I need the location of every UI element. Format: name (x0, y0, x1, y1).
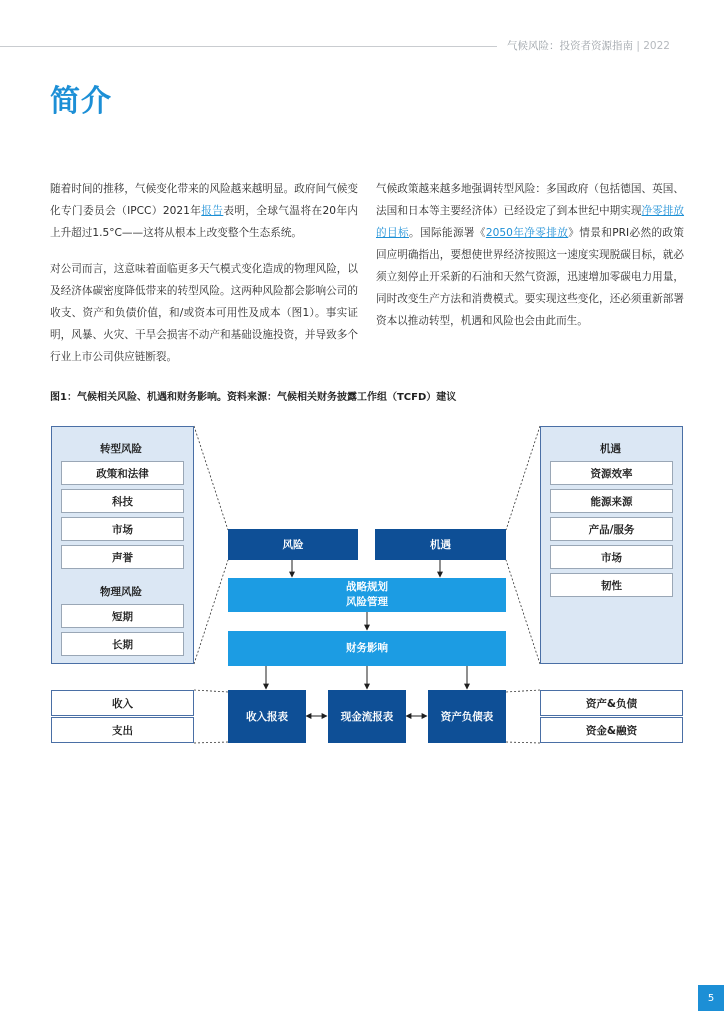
risk-item: 市场 (61, 517, 184, 541)
strategy-box: 战略规划 风险管理 (228, 578, 506, 612)
opportunity-item: 韧性 (550, 573, 673, 597)
financial-impact-box: 财务影响 (228, 631, 506, 666)
income-item: 收入 (51, 690, 194, 716)
balance-sheet-box: 资产负债表 (428, 690, 506, 743)
risk-item: 声誉 (61, 545, 184, 569)
opportunity-item: 能源来源 (550, 489, 673, 513)
risk-item: 短期 (61, 604, 184, 628)
opportunity-item: 资源效率 (550, 461, 673, 485)
left-paragraph-2: 对公司而言，这意味着面临更多天气模式变化造成的物理风险，以及经济体碳密度降低带来的转型风险。这两种风险都会影响公司的收支、资产和负债价值，和/或资本可用性及成本（图1）。事实证明，风暴、火灾、干旱会损害不动产和基础设施投资，并导致多个行业上市公司供应链断裂。 (50, 263, 358, 363)
right-paragraph-1: 气候政策越来越多地强调转型风险：多国政府（包括德国、英国、法国和日本等主要经济体）已经设定了到本世纪中期实现净零排放的目标。国际能源署《2050年净零排放》情景和PRI必然的政策回应明确指出，要想使世界经济按照这一速度实现脱碳目标，就必须立刻停止开采新的石油和天然气资源，迅速增加零碳电力用量，同时改变生产方法和消费模式。要实现这些变化，还必须重新部署资本以推动转型，机遇和风险也会由此而生。 (376, 183, 685, 327)
running-header: 气候风险：投资者资源指南 | 2022 (507, 40, 670, 52)
risk-box: 风险 (228, 529, 358, 560)
net-zero-target-link[interactable]: 净零排放的目标 (376, 205, 685, 239)
assets-liabilities-item: 资产&负债 (540, 690, 683, 716)
left-paragraph-1: 随着时间的推移，气候变化带来的风险越来越明显。政府间气候变化专门委员会（IPCC）2021年报告表明，全球气温将在20年内上升超过1.5°C——这将从根本上改变整个生态系统。 (50, 183, 359, 239)
expense-item: 支出 (51, 717, 194, 743)
capital-financing-item: 资金&融资 (540, 717, 683, 743)
opportunities-title: 机遇 (600, 443, 621, 455)
opportunity-item: 产品/服务 (550, 517, 673, 541)
income-statement-box: 收入报表 (228, 690, 306, 743)
risk-item: 长期 (61, 632, 184, 656)
risk-item: 科技 (61, 489, 184, 513)
report-link[interactable]: 报告 (201, 205, 224, 217)
page-title: 简介 (50, 84, 112, 119)
page-number: 5 (698, 985, 724, 1011)
figure-caption: 图1：气候相关风险、机遇和财务影响。资料来源：气候相关财务披露工作组（TCFD）建议 (50, 392, 457, 403)
opportunity-item: 市场 (550, 545, 673, 569)
risk-item: 政策和法律 (61, 461, 184, 485)
net-zero-2050-link[interactable]: 2050年净零排放 (485, 227, 569, 239)
cash-flow-statement-box: 现金流报表 (328, 690, 406, 743)
transition-risk-title: 转型风险 (100, 443, 142, 455)
physical-risk-title: 物理风险 (100, 586, 142, 598)
opportunity-box: 机遇 (375, 529, 506, 560)
